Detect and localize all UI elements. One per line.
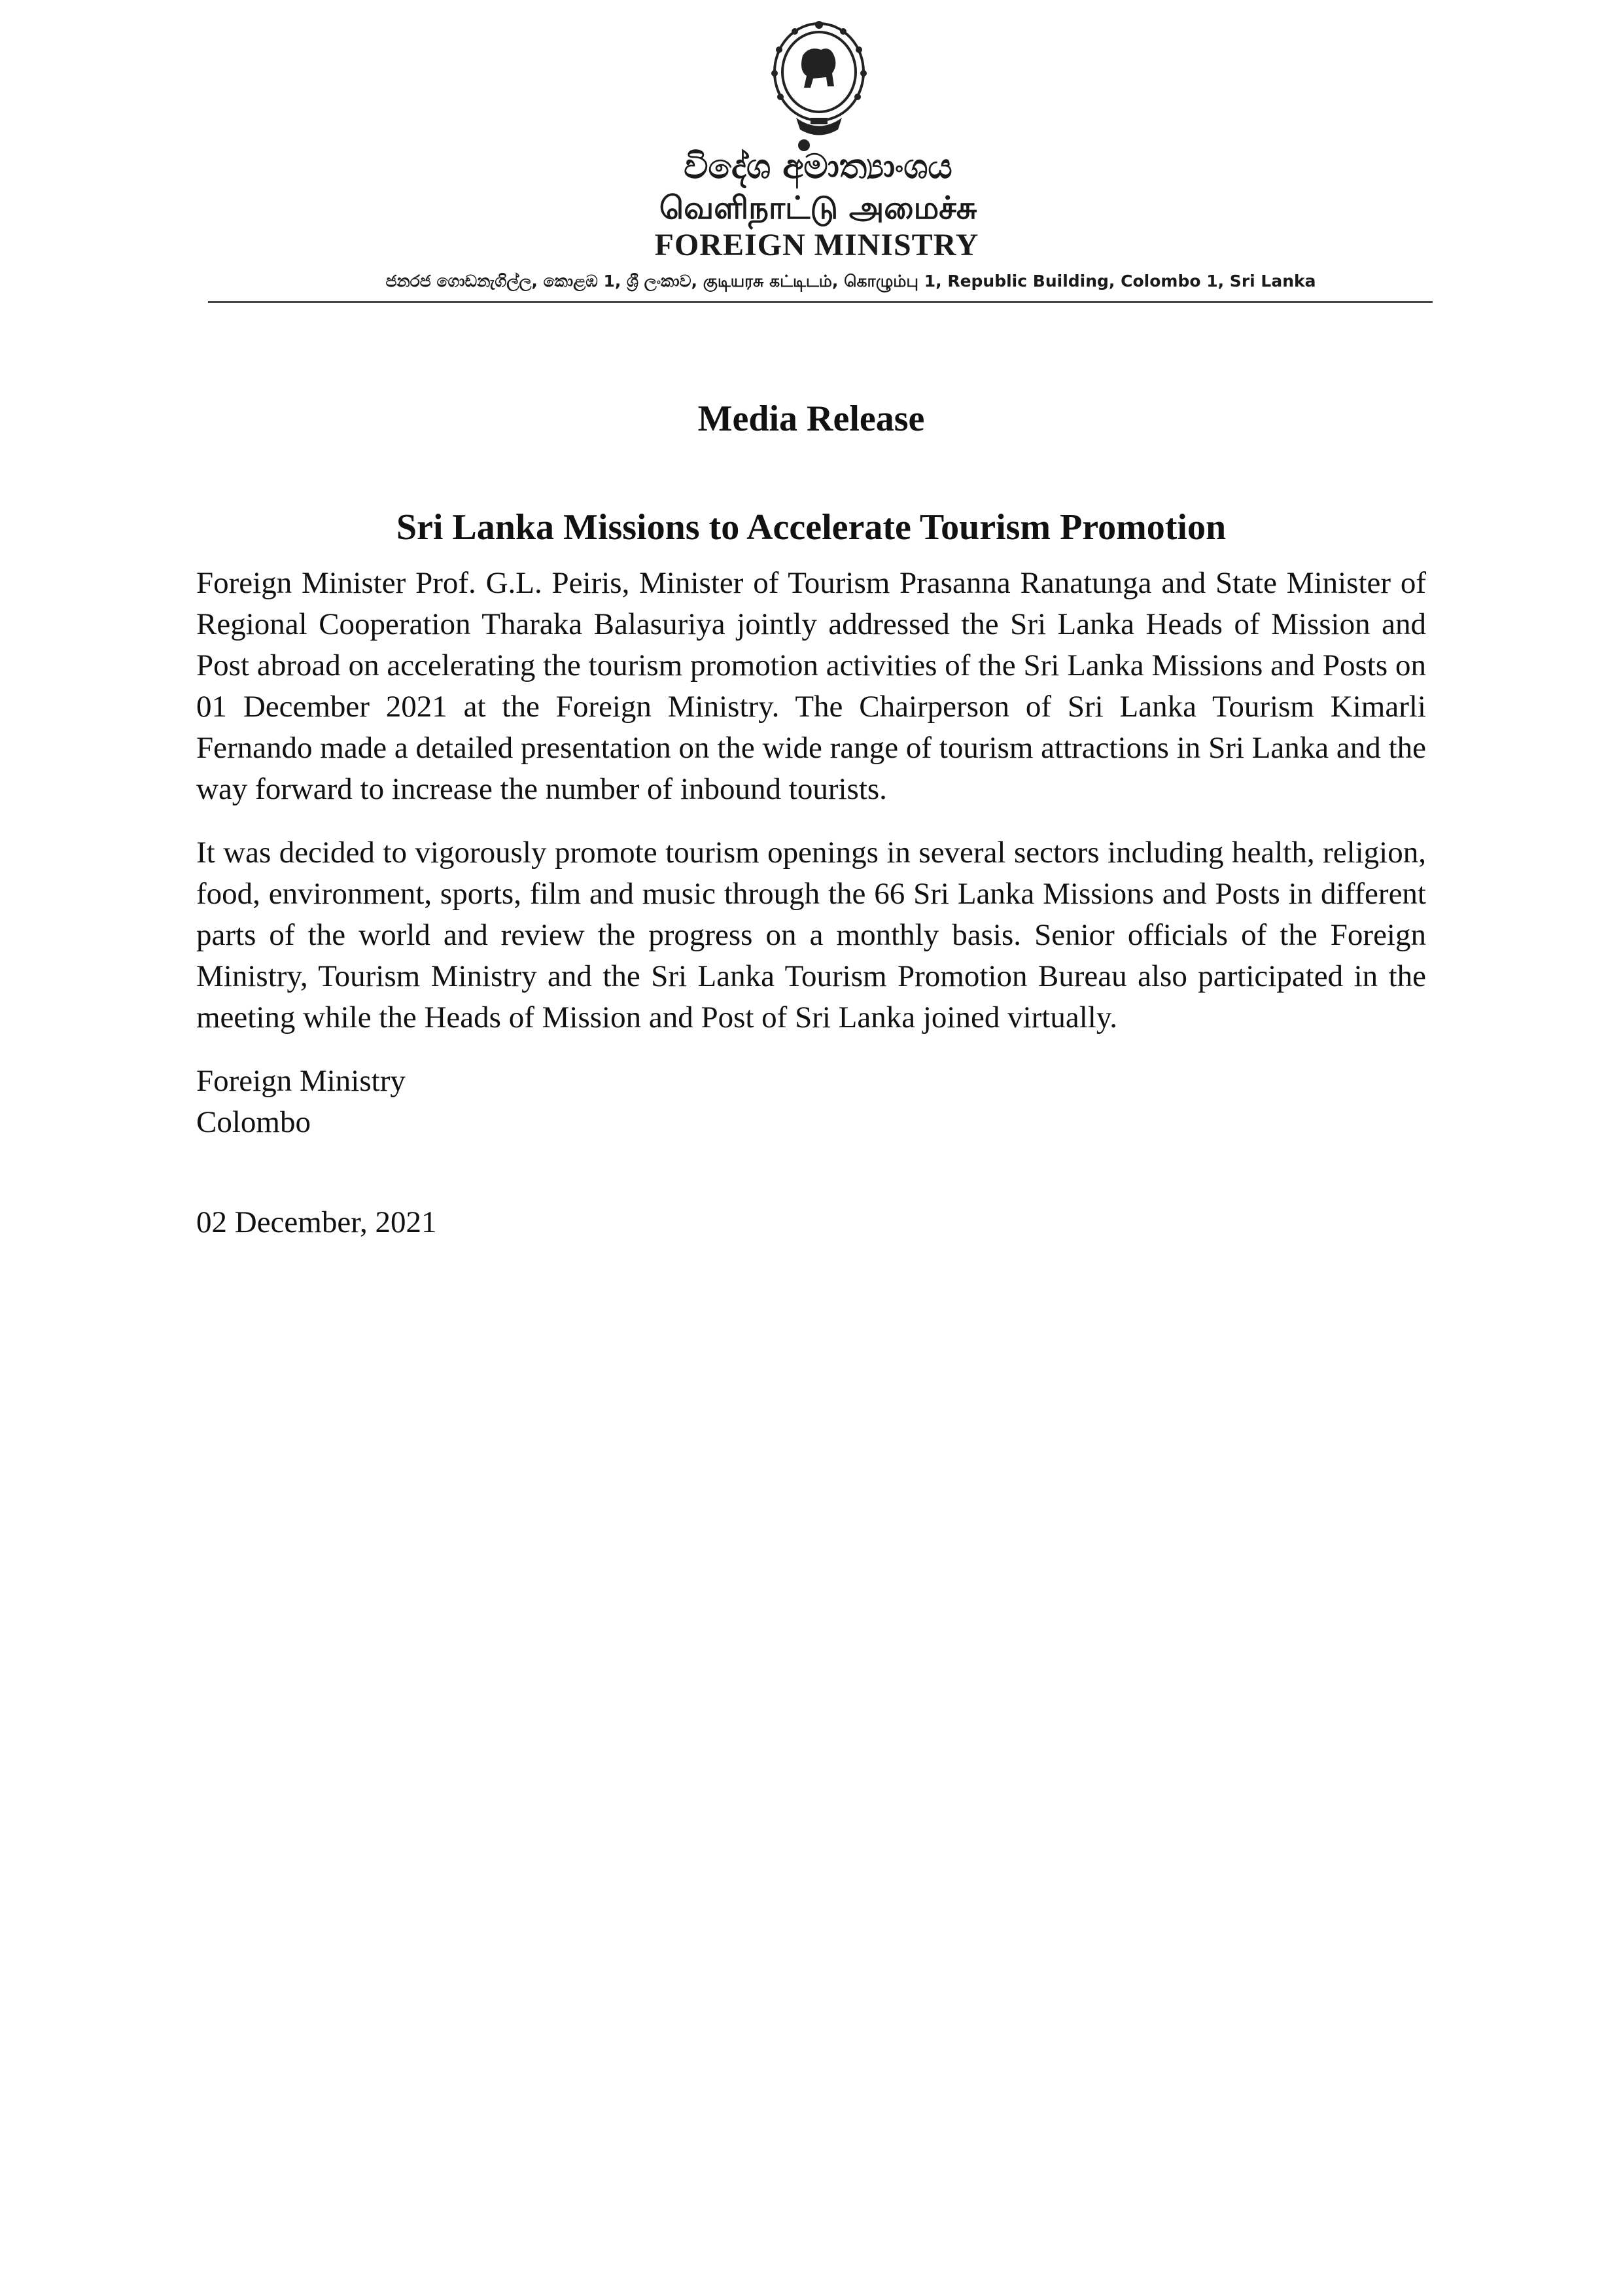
- document-body: [196, 393, 1426, 1243]
- release-headline: Sri Lanka Missions to Accelerate Tourism Promotion: [396, 507, 1227, 548]
- signoff-office: Foreign Ministry: [196, 1064, 406, 1098]
- national-emblem-icon: [770, 20, 868, 157]
- letterhead: [0, 0, 1623, 308]
- signoff-block: [196, 1061, 1426, 1143]
- letterhead-divider: [208, 301, 1433, 303]
- letterhead-sinhala-name: විදේශ අමාත්‍යාංශය: [684, 147, 952, 186]
- letterhead-address: ජනරජ ගොඩනැගිල්ල, කොළඹ 1, ශ්‍රී ලංකාව, குடியரசு கட்டிடம், கொழும்பு 1, Republic Building, Colombo 1, Sri Lanka: [385, 272, 1316, 291]
- letterhead-tamil-name: வெளிநாட்டு அமைச்சு: [659, 190, 977, 226]
- document-type-heading: Media Release: [697, 398, 925, 439]
- body-paragraph: Foreign Minister Prof. G.L. Peiris, Minister of Tourism Prasanna Ranatunga and State Minister of Regional Cooperation Tharaka Balasuriya jointly addressed the Sri Lanka Heads of Mission and Post abroad on accelerating the tourism promotion activities of the Sri Lanka Missions and Posts on 01 December 2021 at the Foreign Ministry. The Chairperson of Sri Lanka Tourism Kimarli Fernando made a detailed presentation on the wide range of tourism attractions in Sri Lanka and the way forward to increase the number of inbound tourists.: [196, 566, 1426, 806]
- letterhead-english-name: FOREIGN MINISTRY: [654, 228, 979, 262]
- release-date: 02 December, 2021: [196, 1205, 437, 1239]
- body-paragraph: It was decided to vigorously promote tourism openings in several sectors including health, religion, food, environment, sports, film and music through the 66 Sri Lanka Missions and Posts in different parts of the world and review the progress on a monthly basis. Senior officials of the Foreign Ministry, Tourism Ministry and the Sri Lanka Tourism Promotion Bureau also participated in the meeting while the Heads of Mission and Post of Sri Lanka joined virtually.: [196, 836, 1426, 1034]
- signoff-city: Colombo: [196, 1105, 311, 1139]
